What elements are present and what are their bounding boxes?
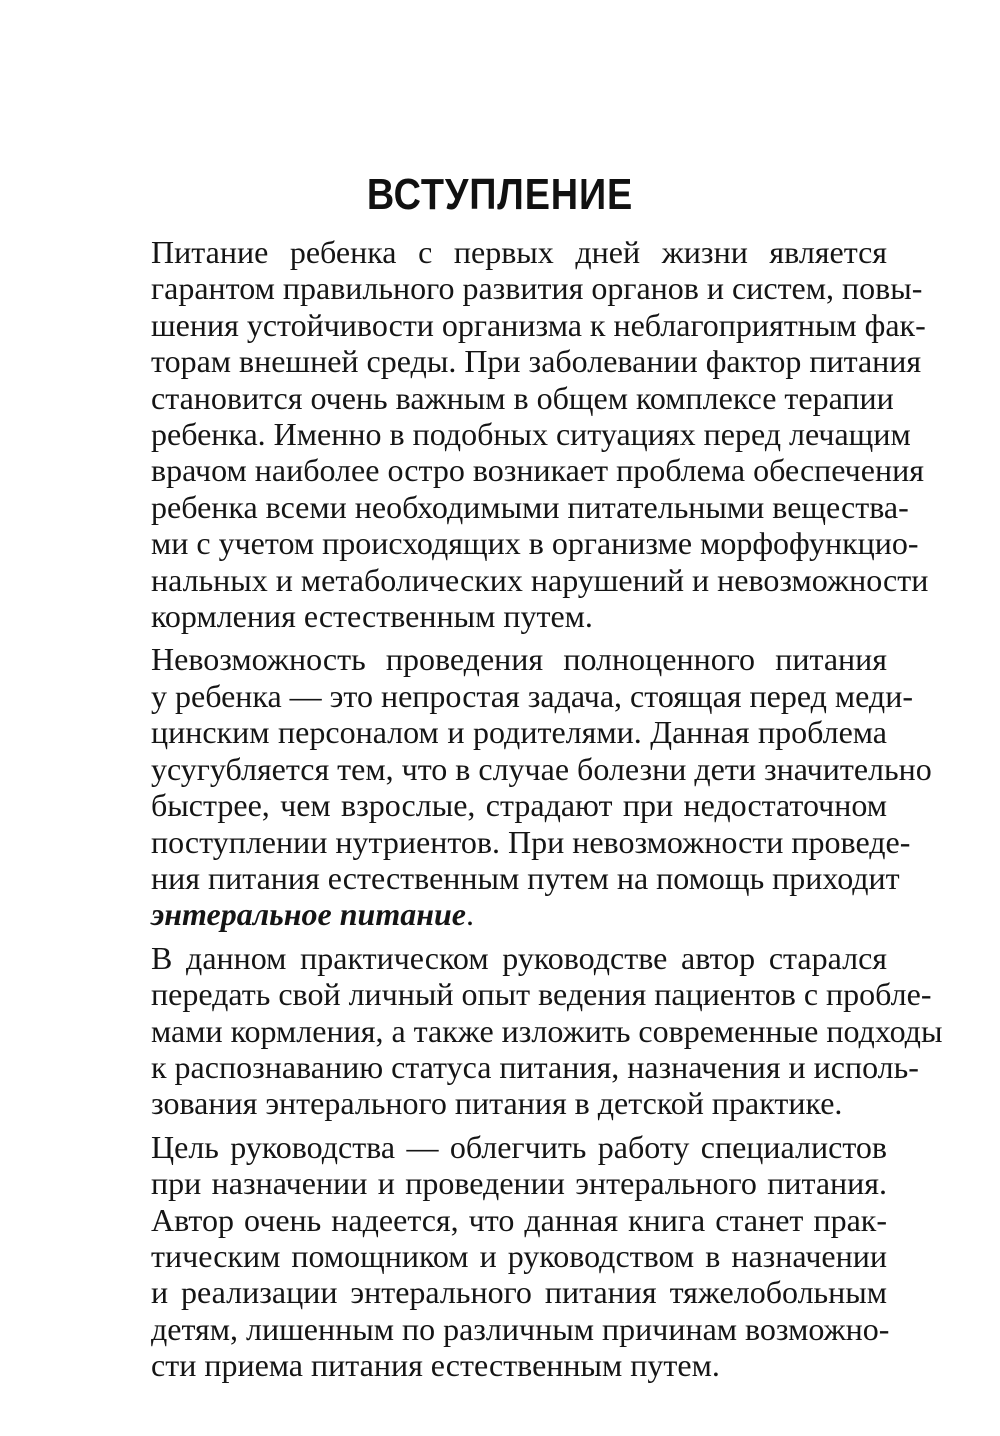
text-line: Невозможность проведения полноценного питания <box>151 641 887 678</box>
text-line: к распознаванию статуса питания, назначения и исполь- <box>151 1048 919 1085</box>
text-line: Цель руководства — облегчить работу специалистов <box>151 1128 887 1165</box>
text-line: у ребенка — это непростая задача, стоящая перед меди- <box>151 677 913 714</box>
text-line: при назначении и проведении энтерального питания. <box>151 1165 887 1202</box>
text-line: тическим помощником и руководством в назначении <box>151 1237 887 1274</box>
text-line: ми с учетом происходящих в организме морфофункцио- <box>151 525 919 562</box>
paragraph-1 <box>105 234 929 635</box>
text-line: врачом наиболее остро возникает проблема обеспечения <box>151 452 924 489</box>
text-line: сти приема питания естественным путем. <box>151 1347 720 1384</box>
text-line: гарантом правильного развития органов и систем, повы- <box>151 270 923 307</box>
paragraph-2 <box>105 641 932 933</box>
text-line: мами кормления, а также изложить современные подходы <box>151 1012 943 1049</box>
text-line: становится очень важным в общем комплексе терапии <box>151 379 894 416</box>
text-line: детям, лишенным по различным причинам возможно- <box>151 1310 890 1347</box>
text-line: цинским персоналом и родителями. Данная проблема <box>151 714 887 751</box>
text-line: Автор очень надеется, что данная книга станет прак- <box>151 1201 887 1238</box>
emphasis-tail: . <box>465 896 474 933</box>
emphasis-line <box>105 896 887 932</box>
text-line: поступлении нутриентов. При невозможности проведе- <box>151 823 911 860</box>
text-line: ребенка. Именно в подобных ситуациях перед лечащим <box>151 416 911 453</box>
body-text <box>105 234 943 1391</box>
emphasis-term: энтеральное питание <box>151 896 466 933</box>
paragraph-3 <box>105 939 943 1122</box>
text-line: нальных и метаболических нарушений и невозможности <box>151 561 929 598</box>
text-line: В данном практическом руководстве автор старался <box>151 939 887 976</box>
text-line: усугубляется тем, что в случае болезни дети значительно <box>151 750 932 787</box>
paragraph-4 <box>105 1128 890 1384</box>
text-line: передать свой личный опыт ведения пациентов с пробле- <box>151 976 932 1013</box>
text-line: ния питания естественным путем на помощь приходит <box>151 859 900 896</box>
text-line: кормления естественным путем. <box>151 598 593 635</box>
text-line: Питание ребенка с первых дней жизни является <box>151 234 887 270</box>
page-title: ВСТУПЛЕНИЕ <box>366 170 634 219</box>
text-line: ребенка всеми необходимыми питательными вещества- <box>151 488 909 525</box>
text-line: шения устойчивости организма к неблагоприятным фак- <box>151 306 926 343</box>
text-line: быстрее, чем взрослые, страдают при недостаточном <box>151 787 887 824</box>
text-line: торам внешней среды. При заболевании фактор питания <box>151 343 922 380</box>
text-line: и реализации энтерального питания тяжелобольным <box>151 1274 887 1311</box>
text-line: зования энтерального питания в детской практике. <box>151 1085 843 1122</box>
